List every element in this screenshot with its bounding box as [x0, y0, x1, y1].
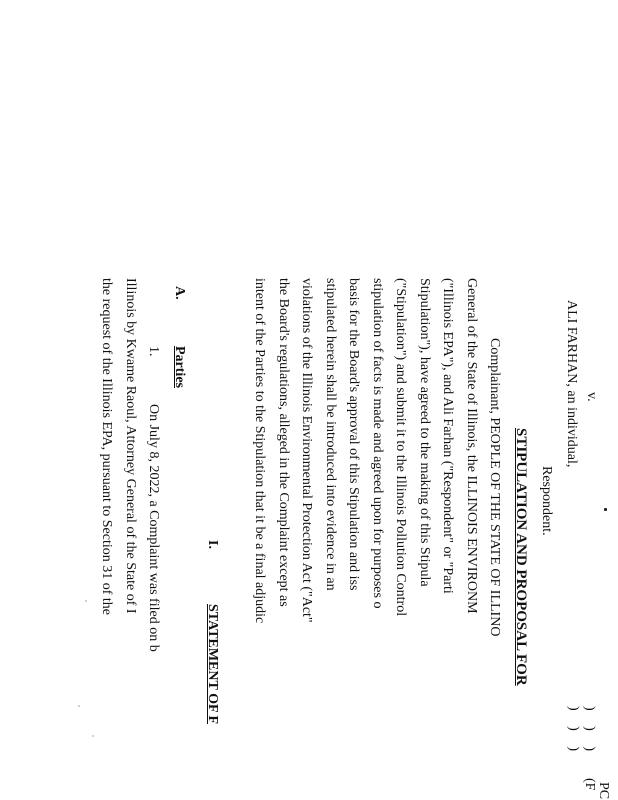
intro-line-9: violations of the Illinois Environmental Protection Act ("Act" [299, 278, 314, 623]
intro-line-1: Complainant, PEOPLE OF THE STATE OF ILLINO [487, 338, 502, 637]
caption-pc: PC [596, 782, 611, 800]
intro-line-3: ("Illinois EPA"), and Ali Farhan ("Respondent" or "Parti [440, 278, 455, 594]
intro-line-6: stipulation of facts is made and agreed upon for purposes o [370, 278, 385, 609]
document-title: STIPULATION AND PROPOSAL FOR [513, 428, 529, 686]
scan-speck [78, 705, 80, 707]
scan-speck [92, 735, 94, 737]
paragraph-number: 1. [146, 346, 161, 357]
para-line-2: Illinois by Kwame Raoul, Attorney General of the State of I [123, 278, 138, 614]
scan-speck [85, 600, 87, 602]
caption-v: v. [584, 392, 599, 402]
intro-line-11: intent of the Parties to the Stipulation that it be a final adjudic [252, 278, 267, 624]
caption-brackets-1: ) ) ) [582, 706, 597, 757]
caption-paren: (F [582, 778, 597, 791]
intro-line-2: General of the State of Illinois, the ILLINOIS ENVIRONM [464, 278, 479, 614]
intro-line-8: stipulated herein shall be introduced into evidence in an [323, 278, 338, 591]
intro-line-5: ("Stipulation") and submit it to the Illinois Pollution Control [393, 278, 408, 617]
respondent-label: Respondent. [539, 466, 554, 536]
section-number: I. [205, 540, 220, 549]
caption-brackets-2: ) ) ) [566, 706, 581, 757]
intro-line-10: the Board's regulations, alleged in the Complaint except as [276, 278, 291, 607]
para-line-3: the request of the Illinois EPA, pursuant to Section 31 of the [99, 278, 114, 615]
subsection-letter: A. [172, 286, 187, 300]
para-line-1: On July 8, 2022, a Complaint was filed on b [146, 404, 161, 652]
respondent-name: ALI FARHAN, an individual, [564, 300, 579, 468]
intro-line-4: Stipulation"), have agreed to the making of this Stipula [417, 278, 432, 587]
caption-bracket-mark [604, 508, 607, 511]
intro-line-7: basis for the Board's approval of this Stipulation and iss [346, 278, 361, 591]
section-title: STATEMENT OF F [205, 604, 220, 725]
subsection-title: Parties [172, 346, 187, 388]
